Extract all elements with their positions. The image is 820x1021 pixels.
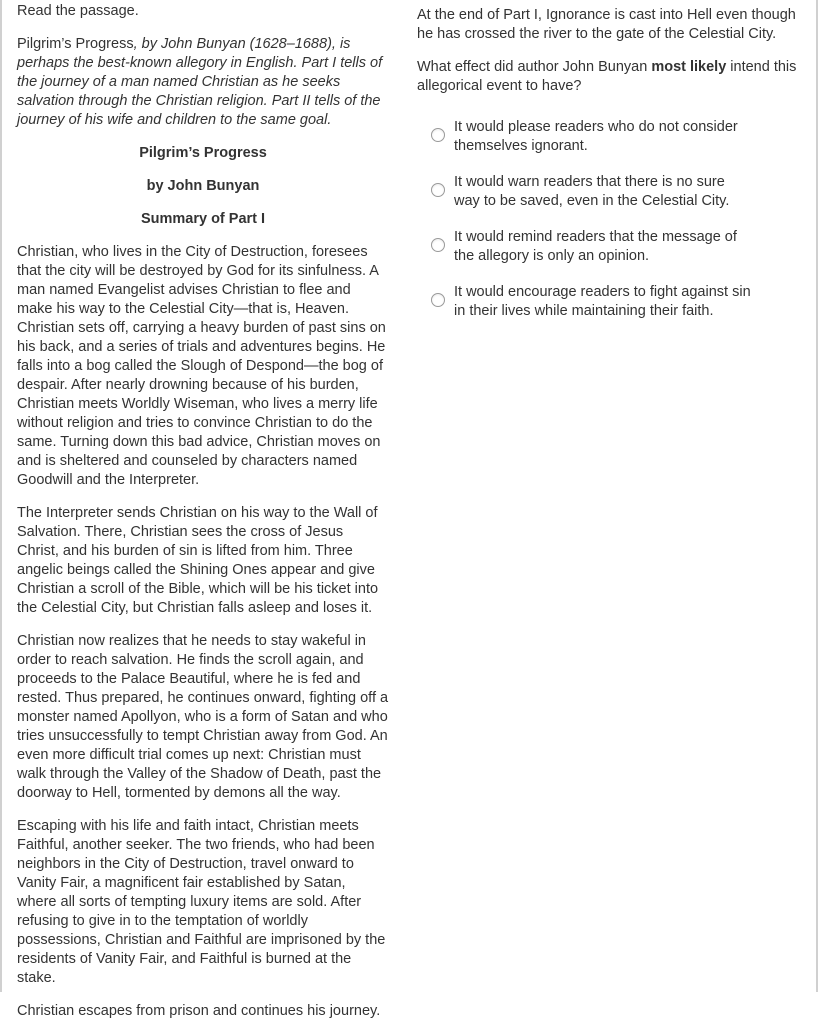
passage-paragraph: Christian now realizes that he needs to stay wakeful in order to reach salvation. He finds the scroll again, and proceeds to the Palace Beautiful, where he is fed and rested. Thus prepared, he continues onward, fighting off a monster named Apollyon, who is a form of Satan and who tries unsuccessfully to tempt Christian away from God. An even more difficult trial comes up next: Christian must walk through the Valley of the Shadow of Death, past the doorway to Hell, tormented by demons all the way. <box>17 633 389 801</box>
answer-choice-text: It would remind readers that the message of the allegory is only an opinion. <box>454 229 737 264</box>
question-stem: At the end of Part I, Ignorance is cast into Hell even though he has crossed the river to the gate of the Celestial City. <box>417 7 796 42</box>
prompt-emphasis: most likely <box>651 59 727 75</box>
answer-choice-b[interactable] <box>417 173 797 211</box>
answer-choice-d[interactable] <box>417 283 797 321</box>
prompt-text-after: intend this allegorical event to have? <box>417 59 797 94</box>
answer-choice-c[interactable] <box>417 228 797 266</box>
passage-author: by John Bunyan <box>146 178 260 194</box>
radio-button-icon[interactable] <box>431 183 445 197</box>
passage-paragraph: The Interpreter sends Christian on his way to the Wall of Salvation. There, Christian sees the cross of Jesus Christ, and his burden of sin is lifted from him. Three angelic beings called the Shining Ones appear and give Christian a scroll of the Bible, which will be his ticket into the Celestial City, but Christian falls asleep and loses it. <box>17 505 379 616</box>
answer-choice-a[interactable] <box>417 118 797 156</box>
intro-book-title: Pilgrim’s Progress <box>17 36 134 52</box>
passage-title: Pilgrim’s Progress <box>139 145 267 161</box>
passage-paragraph: Escaping with his life and faith intact, Christian meets Faithful, another seeker. The two friends, who had been neighbors in the City of Destruction, travel onward to Vanity Fair, a magnificent fair established by Satan, where all sorts of tempting luxury items are sold. After refusing to give in to the temptation of worldly possessions, Christian and Faithful are imprisoned by the residents of Vanity Fair, and Faithful is burned at the stake. <box>17 818 386 986</box>
prompt-text-before: What effect did author John Bunyan <box>417 59 652 75</box>
passage-intro <box>17 35 389 130</box>
answer-choice-text: It would please readers who do not consider themselves ignorant. <box>454 119 738 154</box>
passage-panel <box>17 2 389 1019</box>
answer-choices <box>417 118 797 321</box>
passage-paragraph: Christian escapes from prison and continues his journey. <box>17 1003 381 1019</box>
passage-instruction: Read the passage. <box>17 3 139 19</box>
radio-button-icon[interactable] <box>431 128 445 142</box>
radio-button-icon[interactable] <box>431 238 445 252</box>
question-panel <box>417 6 797 338</box>
passage-subtitle: Summary of Part I <box>140 211 266 227</box>
passage-paragraph: Christian, who lives in the City of Destruction, foresees that the city will be destroyed by God for its sinfulness. A man named Evangelist advises Christian to flee and make his way to the Celestial City—that is, Heaven. Christian sets off, carrying a heavy burden of past sins on his back, and a series of trials and adventures begins. He falls into a bog called the Slough of Despond—the bog of despair. After nearly drowning because of his burden, Christian meets Worldly Wiseman, who lives a merry life without religion and tries to convince Christian to do the same. Turning down this bad advice, Christian moves on and is sheltered and counseled by characters named Goodwill and the Interpreter. <box>17 244 386 488</box>
question-prompt <box>417 58 797 96</box>
intro-text: , by John Bunyan (1628–1688), is perhaps the best-known allegory in English. Part I tells of the journey of a man named Christian as he seeks salvation through the Christian religion. Part II tells of the journey of his wife and children to the same goal. <box>17 36 383 128</box>
answer-choice-text: It would warn readers that there is no sure way to be saved, even in the Celestial City. <box>454 174 730 209</box>
answer-choice-text: It would encourage readers to fight against sin in their lives while maintaining their faith. <box>454 284 751 319</box>
radio-button-icon[interactable] <box>431 293 445 307</box>
